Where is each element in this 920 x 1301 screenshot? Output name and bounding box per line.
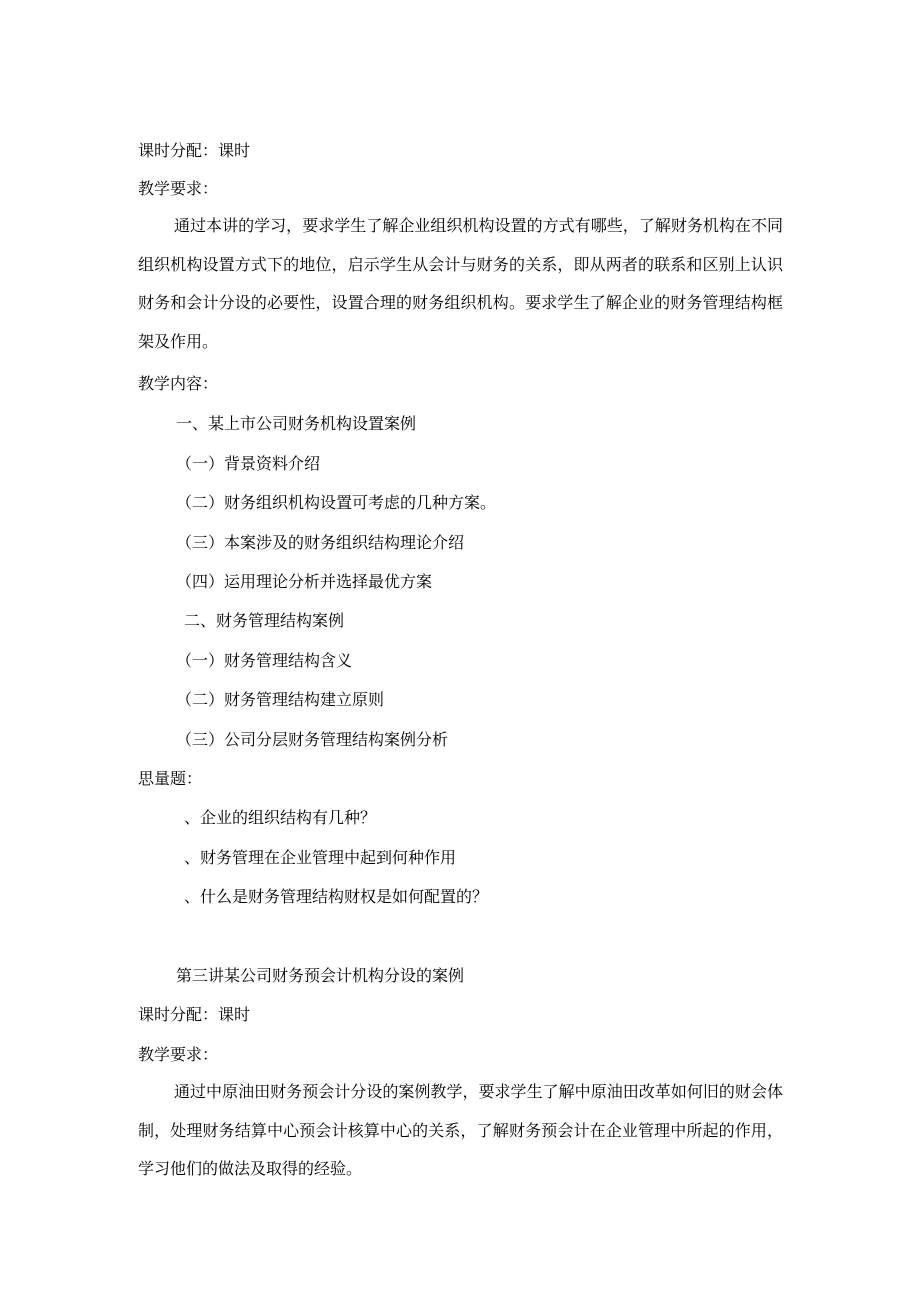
part2-item: （二）财务管理结构建立原则 — [176, 690, 385, 709]
question-item: 、什么是财务管理结构财权是如何配置的？ — [184, 887, 489, 906]
part2-item: （三）公司分层财务管理结构案例分析 — [176, 730, 449, 749]
part1-item: （二）财务组织机构设置可考虑的几种方案。 — [176, 493, 497, 512]
part1-item: （三）本案涉及的财务组织结构理论介绍 — [176, 533, 465, 552]
part1-item: （四）运用理论分析并选择最优方案 — [176, 572, 433, 591]
question-item: 、企业的组织结构有几种？ — [184, 808, 377, 827]
section1-content-heading: 教学内容： — [138, 374, 219, 393]
section2-requirements-heading: 教学要求： — [138, 1045, 219, 1064]
section1-requirements-text: 通过本讲的学习，要求学生了解企业组织机构设置的方式有哪些，了解财务机构在不同组织机构设置方式下的地位，启示学生从会计与财务的关系，即从两者的联系和区别上认识财务和会计分设的必要性，设置合理的财务组织机构。要求学生了解企业的财务管理结构框架及作用。 — [138, 216, 783, 351]
section2-title: 第三讲某公司财务预会计机构分设的案例 — [176, 966, 465, 985]
section1-requirements-heading: 教学要求： — [138, 179, 219, 198]
question-item: 、财务管理在企业管理中起到何种作用 — [184, 848, 457, 867]
part2-title: 二、财务管理结构案例 — [184, 611, 345, 630]
part1-title: 一、某上市公司财务机构设置案例 — [176, 414, 417, 433]
questions-heading: 思量题： — [138, 769, 203, 788]
section2-requirements-text: 通过中原油田财务预会计分设的案例教学，要求学生了解中原油田改革如何旧的财会体制，处理财务结算中心预会计核算中心的关系，了解财务预会计在企业管理中所起的作用，学习他们的做法及取得的经验。 — [138, 1082, 783, 1178]
section2-hours: 课时分配：课时 — [138, 1005, 251, 1024]
part1-item: （一）背景资料介绍 — [176, 454, 321, 473]
section1-hours: 课时分配：课时 — [138, 141, 251, 160]
part2-item: （一）财务管理结构含义 — [176, 651, 353, 670]
